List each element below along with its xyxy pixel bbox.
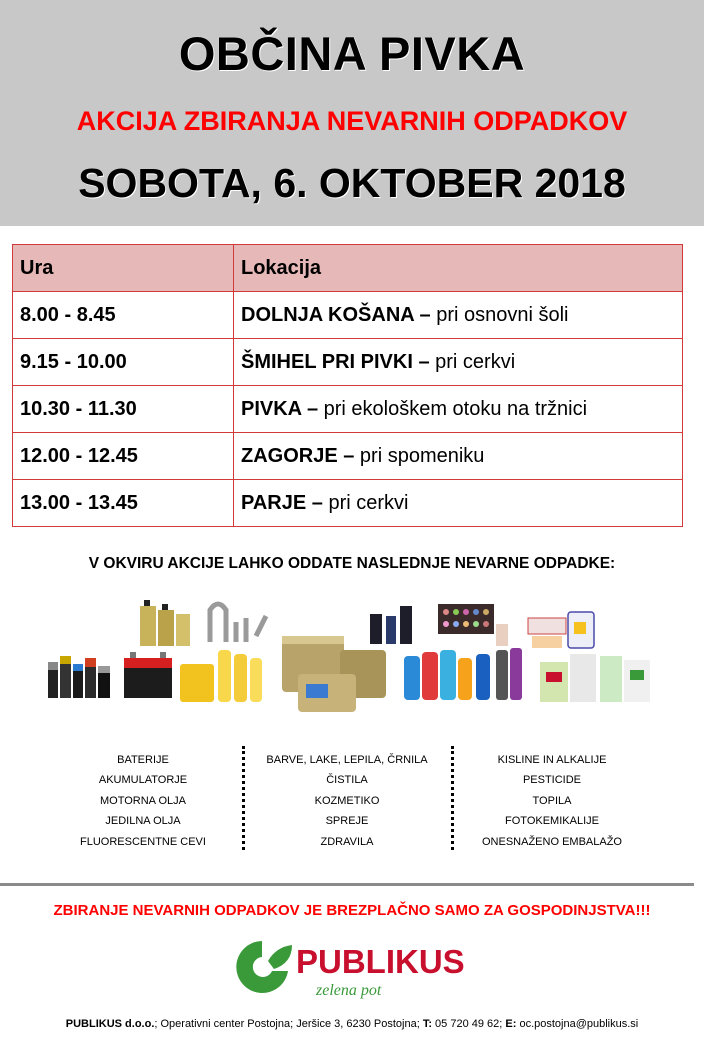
footer-email: oc.postojna@publikus.si	[516, 1018, 639, 1030]
page-subtitle: AKCIJA ZBIRANJA NEVARNIH ODPADKOV	[76, 106, 628, 136]
footer-phone: 05 720 49 62;	[431, 1018, 506, 1030]
location-detail: pri cerkvi	[322, 491, 409, 514]
row-location	[234, 480, 683, 527]
column-header-location: Lokacija	[234, 245, 683, 292]
waste-item: JEDILNA OLJA	[105, 815, 181, 828]
footer-company: PUBLIKUS d.o.o.	[65, 1018, 155, 1030]
location-name: ŠMIHEL PRI PIVKI –	[241, 350, 430, 373]
cleaning-products-icon	[404, 648, 522, 700]
pesticide-icon	[540, 654, 650, 702]
free-collection-notice: ZBIRANJE NEVARNIH ODPADKOV JE BREZPLAČNO SAMO ZA GOSPODINJSTVA!!!	[53, 902, 651, 919]
fluorescent-tube-icon	[210, 604, 266, 642]
footer-address: ; Operativni center Postojna; Jeršice 3, 6230 Postojna;	[154, 1018, 423, 1030]
waste-item: TOPILA	[532, 794, 572, 807]
waste-item: PESTICIDE	[522, 774, 582, 787]
location-name: DOLNJA KOŠANA –	[241, 303, 431, 326]
row-time: 12.00 - 12.45	[13, 433, 234, 480]
row-location	[234, 433, 683, 480]
waste-list-column-2	[247, 750, 447, 852]
waste-list-column-3	[452, 750, 652, 852]
footer-phone-label: T:	[422, 1018, 432, 1030]
row-time: 13.00 - 13.45	[13, 480, 234, 527]
location-detail: pri ekološkem otoku na tržnici	[318, 397, 588, 420]
waste-item: FLUORESCENTNE CEVI	[80, 835, 206, 848]
column-header-time: Ura	[13, 245, 234, 292]
footer-email-label: E:	[505, 1018, 517, 1030]
waste-item: MOTORNA OLJA	[100, 794, 186, 807]
header-banner	[0, 0, 704, 226]
table-row	[13, 480, 683, 527]
hazardous-products-illustration	[40, 592, 670, 722]
waste-item: SPREJE	[325, 815, 369, 828]
waste-item: BARVE, LAKE, LEPILA, ČRNILA	[266, 754, 428, 766]
table-header-row	[13, 245, 683, 292]
footer-contact	[0, 1018, 704, 1030]
row-time: 8.00 - 8.45	[13, 292, 234, 339]
table-row	[13, 433, 683, 480]
row-time: 10.30 - 11.30	[13, 386, 234, 433]
location-name: ZAGORJE –	[241, 444, 355, 467]
divider-line	[0, 883, 694, 886]
waste-item: KOZMETIKO	[314, 794, 380, 807]
wastes-heading: V OKVIRU AKCIJE LAHKO ODDATE NASLEDNJE NEVARNE ODPADKE:	[88, 555, 616, 572]
location-name: PARJE –	[241, 491, 323, 514]
waste-item: ONESNAŽENO EMBALAŽO	[482, 835, 622, 848]
car-battery-icon	[124, 652, 172, 698]
waste-list-column-1	[43, 750, 243, 852]
row-location	[234, 292, 683, 339]
table-row	[13, 292, 683, 339]
waste-item: ZDRAVILA	[320, 835, 374, 848]
logo-tagline: zelena pot	[316, 982, 382, 999]
medicine-icon	[528, 618, 566, 648]
column-divider	[242, 746, 245, 850]
row-location	[234, 339, 683, 386]
logo-wordmark: PUBLIKUS	[296, 943, 465, 980]
waste-item: FOTOKEMIKALIJE	[505, 815, 599, 828]
waste-item: BATERIJE	[117, 754, 169, 766]
schedule-table	[12, 244, 683, 527]
event-date: SOBOTA, 6. OKTOBER 2018	[78, 160, 626, 206]
waste-item: KISLINE IN ALKALIJE	[497, 754, 607, 766]
row-time: 9.15 - 10.00	[13, 339, 234, 386]
publikus-logo	[232, 933, 472, 1005]
waste-item: AKUMULATORJE	[98, 774, 188, 787]
location-detail: pri spomeniku	[354, 444, 485, 467]
page-title: OBČINA PIVKA	[178, 27, 526, 80]
location-detail: pri cerkvi	[429, 350, 516, 373]
cosmetics-icon	[370, 604, 508, 646]
waste-item: ČISTILA	[326, 774, 368, 787]
row-location	[234, 386, 683, 433]
location-name: PIVKA –	[241, 397, 319, 420]
chemical-canister-icon	[568, 612, 594, 648]
motor-oil-icon	[140, 600, 190, 646]
leaf-logo-icon	[236, 941, 292, 993]
location-detail: pri osnovni šoli	[430, 303, 569, 326]
table-row	[13, 386, 683, 433]
cooking-oil-icon	[180, 650, 262, 702]
paint-bucket-icon	[282, 636, 386, 712]
batteries-icon	[48, 656, 110, 698]
table-row	[13, 339, 683, 386]
